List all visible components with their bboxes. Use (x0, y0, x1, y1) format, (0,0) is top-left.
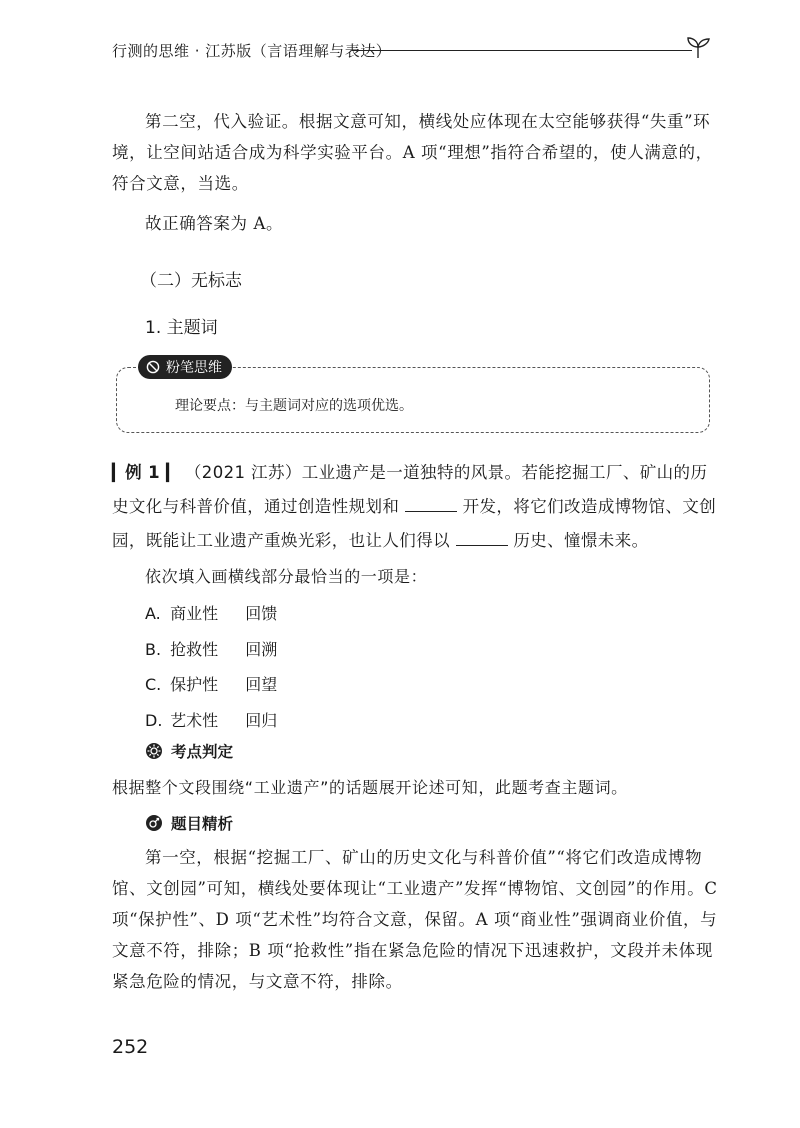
jingxi-text: 第一空，根据“挖掘工厂、矿山的历史文化与科普价值”“将它们改造成博物馆、文创园”可知，横线处要体现让“工业遗产”发挥“博物馆、文创园”的作用。C 项“保护性”、D 项“艺术性”均符合文意，保留。A 项“商业性”强调商业价值，与文意不符，排除；B 项“抢救性”指在紧急危险的情况下迅速救护，文段并未体现紧急危险的情况，与文意不符，排除。 (112, 848, 718, 991)
sprout-icon (684, 34, 712, 60)
thinking-tag-label: 粉笔思维 (166, 360, 222, 376)
subsection-title: 1. 主题词 (145, 318, 218, 338)
option-letter: A. (145, 604, 161, 623)
stem-part-1: 工业遗产是一道独特的风景。若能挖掘工厂、矿山的历史文化与科普价值，通过创造性规划和 (112, 463, 708, 516)
page-number: 252 (112, 1036, 149, 1058)
stem-part-2: 开发，将它们改造成博物馆、文创园，既能让工业遗产重焕光彩，也让人们得以 (112, 497, 717, 550)
option-word-1: 保护性 (170, 675, 219, 694)
header-title: 行测的思维 · 江苏版（言语理解与表达） (112, 42, 392, 60)
answer-paragraph: 第二空，代入验证。根据文意可知，横线处应体现在太空能够获得“失重”环境，让空间站适合成为科学实验平台。A 项“理想”指符合希望的，使人满意的，符合文意，当选。 (112, 112, 713, 193)
kaodian-text: 根据整个文段围绕“工业遗产”的话题展开论述可知，此题考查主题词。 (112, 778, 628, 797)
answer-conclusion: 故正确答案为 A。 (145, 214, 284, 233)
option-letter: C. (145, 675, 162, 694)
option-c (145, 667, 705, 703)
option-a (145, 596, 705, 632)
option-word-1: 抢救性 (170, 639, 219, 659)
option-b (145, 632, 705, 668)
section-title: （二）无标志 (140, 271, 242, 291)
option-word-2: 回望 (245, 675, 278, 694)
option-letter: B. (145, 639, 162, 659)
blank-1 (405, 497, 457, 512)
analysis-icon (145, 814, 163, 832)
option-d (145, 703, 705, 739)
kaodian-heading (145, 740, 233, 762)
option-word-1: 艺术性 (170, 710, 219, 730)
option-word-2: 回归 (245, 710, 278, 730)
thinking-text: 理论要点：与主题词对应的选项优选。 (175, 398, 413, 414)
stem-part-3: 历史、憧憬未来。 (513, 531, 649, 550)
blank-2 (456, 531, 508, 546)
option-list (145, 596, 705, 738)
option-letter: D. (145, 710, 163, 730)
kaodian-title: 考点判定 (171, 743, 234, 761)
thinking-tag (138, 355, 232, 379)
sun-gear-icon (145, 742, 163, 760)
jingxi-heading (145, 812, 233, 834)
option-word-1: 商业性 (170, 604, 219, 623)
option-word-2: 回溯 (245, 639, 278, 659)
example-marker: ▎例 1 ▎ (112, 463, 180, 482)
question-stem (112, 456, 724, 558)
header-rule (352, 50, 692, 51)
question-source: （2021 江苏） (184, 463, 302, 482)
running-header (112, 38, 712, 68)
option-word-2: 回馈 (245, 604, 278, 623)
jingxi-title: 题目精析 (171, 815, 234, 833)
prohibit-icon (146, 360, 160, 374)
question-prompt: 依次填入画横线部分最恰当的一项是： (145, 567, 428, 586)
